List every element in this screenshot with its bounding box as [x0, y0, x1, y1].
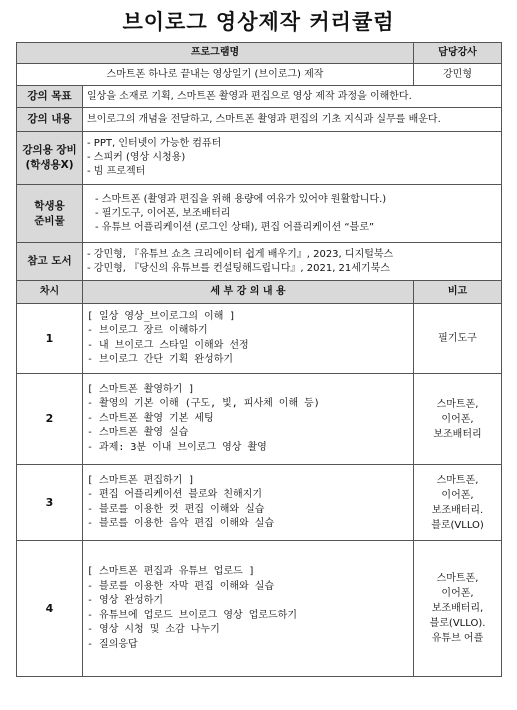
reference-label: 참고 도서 [17, 243, 83, 281]
session-note: 스마트폰, 이어폰, 보조배터리, 블로(VLLO). 유튜브 어플 [414, 541, 502, 677]
prep-row [17, 185, 502, 243]
session-number: 4 [17, 541, 83, 677]
equipment-row [17, 132, 502, 185]
reference-list [83, 243, 502, 281]
session-number: 1 [17, 304, 83, 374]
list-item: - PPT, 인터넷이 가능한 컴퓨터 [87, 138, 222, 149]
schedule-header-row [17, 281, 502, 304]
content-row [17, 108, 502, 132]
table-row [17, 541, 502, 677]
session-detail: [ 스마트폰 촬영하기 ] - 촬영의 기본 이해 (구도, 빛, 피사체 이해 등) - 스마트폰 촬영 기본 세팅 - 스마트폰 촬영 실습 - 과제: 3분 이내 브이로그 영상 촬영 [83, 374, 414, 465]
program-name: 스마트폰 하나로 끝내는 영상일기 (브이로그) 제작 [17, 64, 414, 86]
session-note: 스마트폰, 이어폰, 보조배터리. 블로(VLLO) [414, 465, 502, 541]
session-header: 차시 [17, 281, 83, 304]
list-item: - 빔 프로젝터 [87, 166, 146, 177]
program-name-header: 프로그램명 [17, 43, 414, 64]
list-item: - 필기도구, 이어폰, 보조배터리 [95, 207, 231, 219]
list-item: - 스마트폰 (촬영과 편집을 위해 용량에 여유가 있어야 원활합니다.) [95, 193, 387, 205]
session-number: 3 [17, 465, 83, 541]
equipment-label: 강의용 장비 (학생용X) [17, 132, 83, 185]
content-text: 브이로그의 개념을 전달하고, 스마트폰 촬영과 편집의 기초 지식과 실무를 배운다. [83, 108, 502, 132]
list-item: - 강민형, 『유튜브 쇼츠 크리에이터 쉽게 배우기』, 2023, 디지털북스 [87, 248, 394, 260]
goal-label: 강의 목표 [17, 86, 83, 108]
reference-row [17, 243, 502, 281]
program-row [17, 64, 502, 86]
equipment-list [83, 132, 502, 185]
content-label: 강의 내용 [17, 108, 83, 132]
list-item: - 스피커 (영상 시청용) [87, 152, 186, 163]
session-detail: [ 스마트폰 편집과 유튜브 업로드 ] - 블로를 이용한 자막 편집 이해와 실습 - 영상 완성하기 - 유튜브에 업로드 브이로그 영상 업로드하기 - 영상 시청 및 소감 나누기 - 질의응답 [83, 541, 414, 677]
table-row [17, 465, 502, 541]
note-header: 비고 [414, 281, 502, 304]
session-number: 2 [17, 374, 83, 465]
curriculum-table [16, 42, 502, 677]
program-header-row [17, 43, 502, 64]
session-detail: [ 일상 영상_브이로그의 이해 ] - 브이로그 장르 이해하기 - 내 브이로그 스타일 이해와 선정 - 브이로그 간단 기획 완성하기 [83, 304, 414, 374]
session-note: 스마트폰, 이어폰, 보조배터리 [414, 374, 502, 465]
detail-header: 세 부 강 의 내 용 [83, 281, 414, 304]
session-note: 필기도구 [414, 304, 502, 374]
list-item: - 유튜브 어플리케이션 (로그인 상태), 편집 어플리케이션 “블로” [95, 221, 375, 233]
page-title: 브이로그 영상제작 커리큘럼 [122, 10, 395, 34]
instructor-name: 강민형 [414, 64, 502, 86]
goal-row [17, 86, 502, 108]
session-detail: [ 스마트폰 편집하기 ] - 편집 어플리케이션 블로와 친해지기 - 블로를 이용한 컷 편집 이해와 실습 - 블로를 이용한 음악 편집 이해와 실습 [83, 465, 414, 541]
prep-list [83, 185, 502, 243]
goal-text: 일상을 소재로 기획, 스마트폰 촬영과 편집으로 영상 제작 과정을 이해한다. [83, 86, 502, 108]
prep-label: 학생용 준비물 [17, 185, 83, 243]
table-row [17, 374, 502, 465]
table-row [17, 304, 502, 374]
list-item: - 강민형, 『당신의 유튜브를 컨설팅해드립니다』, 2021, 21세기북스 [87, 262, 390, 274]
instructor-header: 담당강사 [414, 43, 502, 64]
